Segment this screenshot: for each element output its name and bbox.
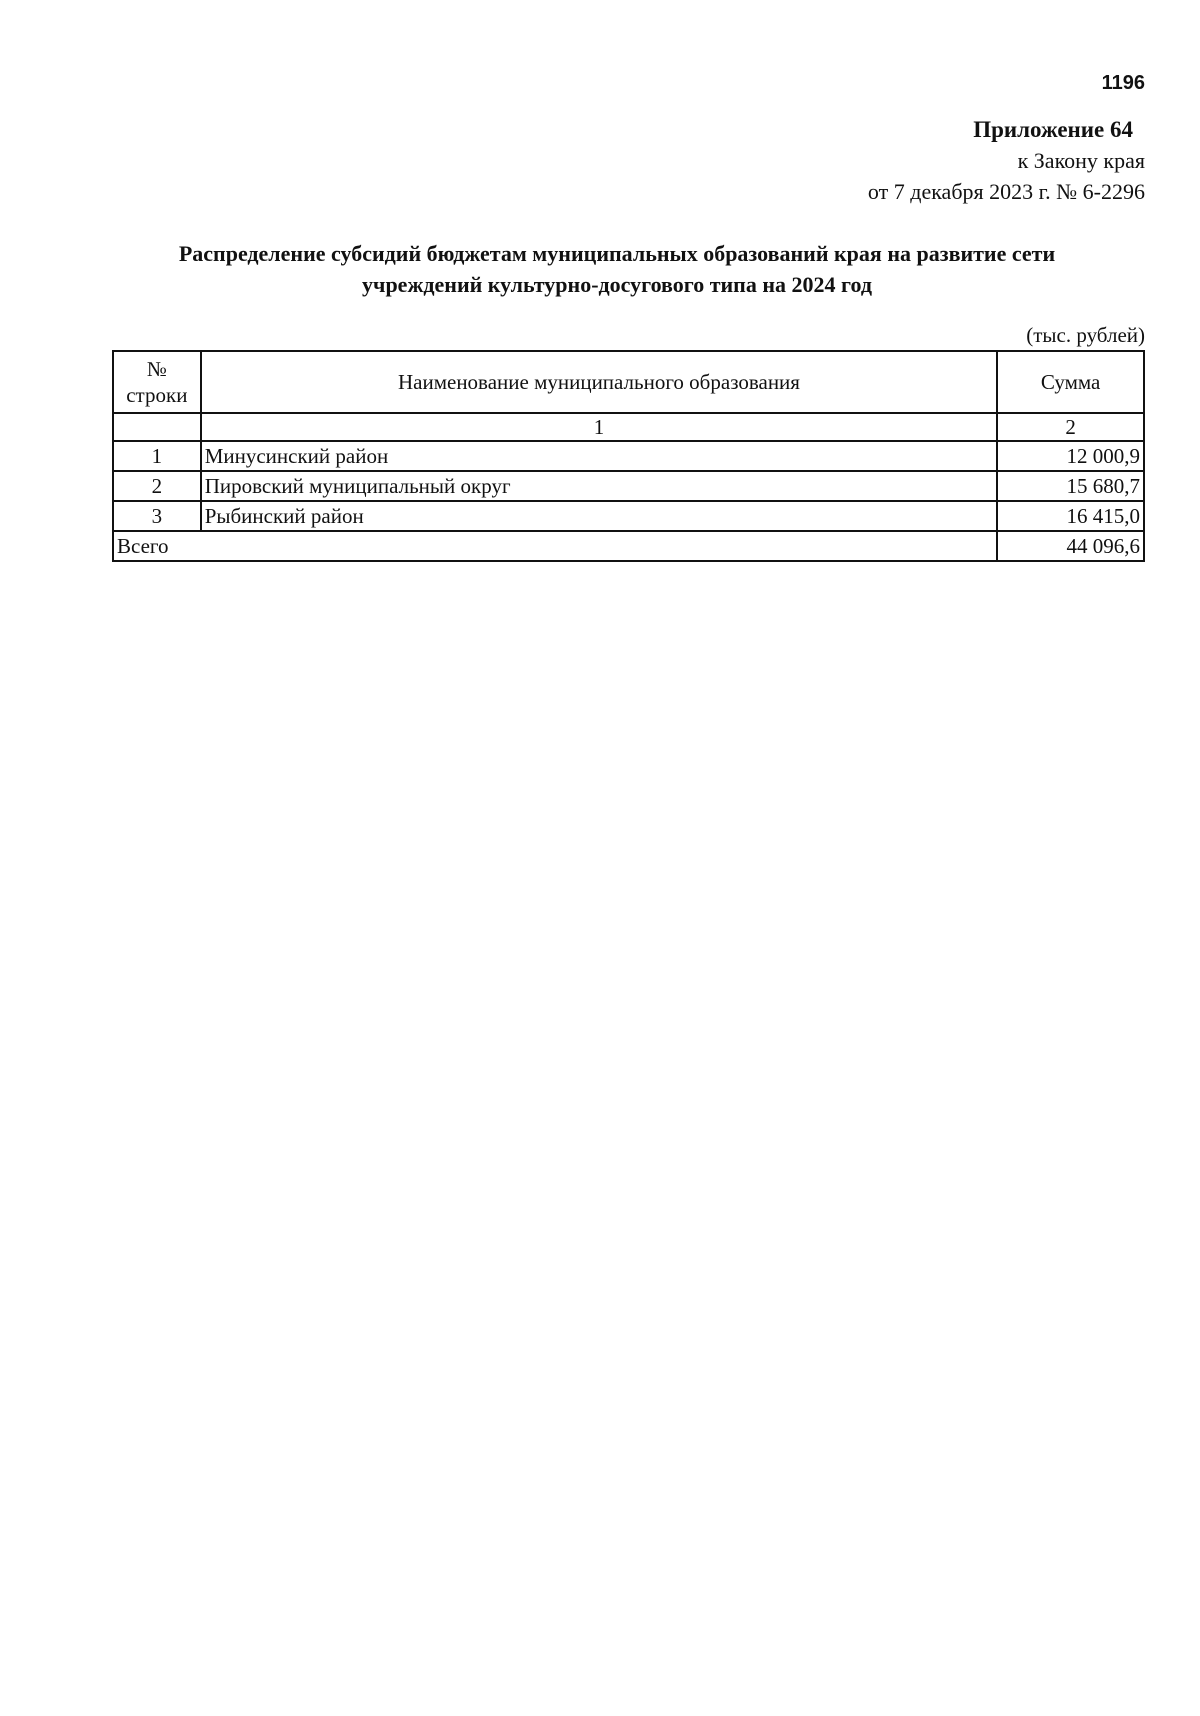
appendix-title: Приложение 64 — [973, 117, 1133, 142]
municipality-name: Рыбинский район — [201, 501, 998, 531]
document-title — [112, 238, 1122, 300]
header-row-number-label: строки — [126, 383, 188, 407]
table-row — [113, 441, 1144, 471]
header-row-number — [113, 351, 201, 413]
page-number: 1196 — [1101, 72, 1145, 94]
subsidy-sum: 15 680,7 — [997, 471, 1144, 501]
row-number: 2 — [113, 471, 201, 501]
document-title-line-2: учреждений культурно-досугового типа на 2024 год — [362, 272, 872, 297]
units-label: (тыс. рублей) — [1026, 323, 1145, 347]
appendix-block — [868, 114, 1145, 207]
total-label: Всего — [113, 531, 997, 561]
header-row-number-symbol: № — [146, 357, 167, 381]
column-index-sum: 2 — [997, 413, 1144, 441]
table-column-index-row — [113, 413, 1144, 441]
row-number: 1 — [113, 441, 201, 471]
table-row — [113, 501, 1144, 531]
table-total-row — [113, 531, 1144, 561]
table-row — [113, 471, 1144, 501]
header-municipality-name: Наименование муниципального образования — [201, 351, 998, 413]
document-title-line-1: Распределение субсидий бюджетам муниципальных образований края на развитие сети — [178, 241, 1056, 266]
column-index-name: 1 — [201, 413, 998, 441]
municipality-name: Минусинский район — [201, 441, 998, 471]
subsidy-sum: 16 415,0 — [997, 501, 1144, 531]
header-sum: Сумма — [997, 351, 1144, 413]
municipality-name: Пировский муниципальный округ — [201, 471, 998, 501]
appendix-law-reference: к Закону края — [1017, 148, 1145, 173]
table-header-row — [113, 351, 1144, 413]
subsidy-sum: 12 000,9 — [997, 441, 1144, 471]
column-index-empty — [113, 413, 201, 441]
row-number: 3 — [113, 501, 201, 531]
appendix-law-date: от 7 декабря 2023 г. № 6-2296 — [867, 179, 1145, 204]
subsidy-table — [112, 350, 1145, 562]
total-sum: 44 096,6 — [997, 531, 1144, 561]
